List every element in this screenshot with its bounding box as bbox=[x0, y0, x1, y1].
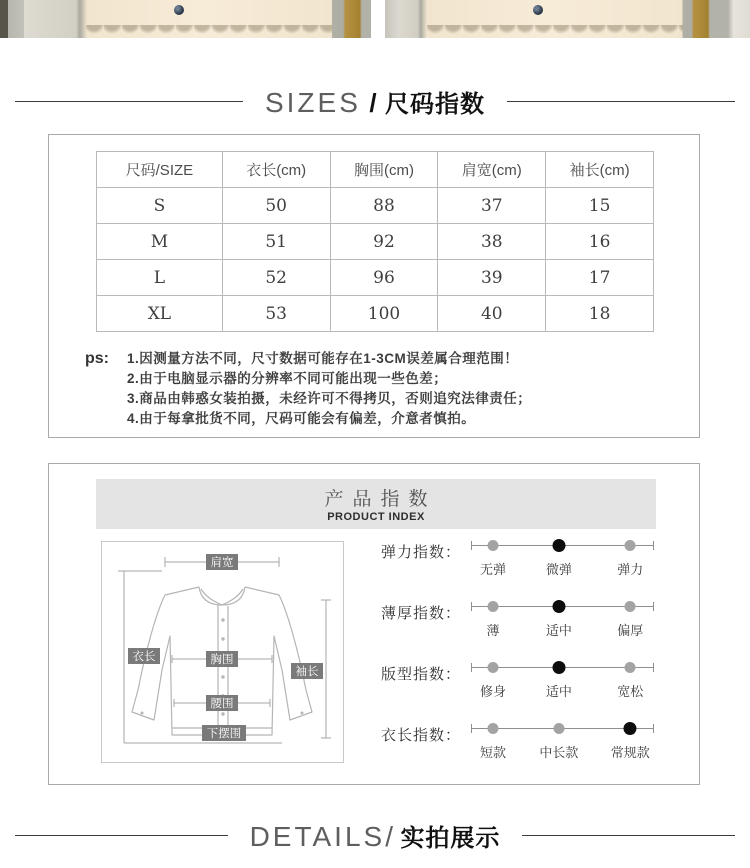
scale-option-label: 微弹 bbox=[545, 562, 572, 577]
waist-label: 腰围 bbox=[210, 698, 234, 710]
scale-dot-selected bbox=[552, 539, 565, 552]
scale-option-label: 弹力 bbox=[617, 562, 644, 577]
sizes-title-slash: / bbox=[369, 87, 377, 118]
product-photo-right bbox=[385, 0, 750, 38]
table-cell: 92 bbox=[330, 224, 438, 260]
scale-dot-selected bbox=[552, 661, 565, 674]
header-rule-left bbox=[15, 835, 228, 836]
index-scale-row bbox=[369, 722, 685, 783]
table-cell: L bbox=[97, 260, 223, 296]
sizes-title bbox=[243, 84, 507, 119]
details-title-latin: DETAILS/ bbox=[249, 820, 396, 852]
lace-trim bbox=[86, 25, 332, 38]
scale-dot-selected bbox=[624, 722, 637, 735]
sizes-section-header bbox=[0, 80, 750, 122]
scale-options bbox=[471, 681, 654, 699]
table-row bbox=[97, 224, 654, 260]
sizes-title-latin: SIZES bbox=[264, 86, 361, 118]
index-scale-row bbox=[369, 539, 685, 600]
scale-dot bbox=[487, 540, 498, 551]
scale-option-label: 中长款 bbox=[539, 745, 579, 760]
notes-label: ps: bbox=[85, 350, 109, 367]
scale-option-label: 偏厚 bbox=[617, 623, 644, 638]
garment-length-label: 衣长 bbox=[132, 651, 156, 663]
table-cell: XL bbox=[97, 296, 223, 332]
details-title bbox=[228, 818, 523, 853]
chest-label: 胸围 bbox=[210, 654, 234, 666]
table-cell: 39 bbox=[438, 260, 546, 296]
scale-dot bbox=[553, 723, 564, 734]
scale-option-label: 薄 bbox=[486, 623, 500, 638]
track-tick bbox=[471, 663, 472, 672]
scale-option-label: 短款 bbox=[479, 745, 506, 760]
product-index-box bbox=[48, 463, 700, 785]
scale-option-label: 无弹 bbox=[479, 562, 506, 577]
scale-track bbox=[471, 600, 654, 613]
scale-dot bbox=[487, 662, 498, 673]
diagram-label-chips bbox=[128, 554, 323, 741]
table-cell: 88 bbox=[330, 188, 438, 224]
size-chart-box bbox=[48, 134, 700, 438]
header-rule-right bbox=[507, 101, 735, 102]
product-index-banner bbox=[96, 479, 656, 529]
size-table-header-cell: 肩宽(cm) bbox=[438, 152, 546, 188]
size-table-header-cell: 袖长(cm) bbox=[546, 152, 654, 188]
sizes-title-chinese: 尺码指数 bbox=[385, 90, 486, 118]
shirt-drawing-svg bbox=[102, 542, 343, 762]
scale-options bbox=[471, 559, 654, 577]
table-cell: 38 bbox=[438, 224, 546, 260]
scale-dot bbox=[625, 601, 636, 612]
table-cell: 96 bbox=[330, 260, 438, 296]
scale-label: 衣长指数： bbox=[381, 727, 462, 744]
note-line: 4.由于每拿批货不同，尺码可能会有偏差，介意者慎拍。 bbox=[127, 411, 476, 426]
track-tick bbox=[653, 541, 654, 550]
table-cell: S bbox=[97, 188, 223, 224]
track-tick bbox=[653, 724, 654, 733]
index-scale-row bbox=[369, 600, 685, 661]
track-tick bbox=[653, 663, 654, 672]
scale-dot-selected bbox=[552, 600, 565, 613]
track-tick bbox=[471, 724, 472, 733]
table-cell: 17 bbox=[546, 260, 654, 296]
table-cell: 50 bbox=[222, 188, 330, 224]
header-rule-left bbox=[15, 101, 243, 102]
table-cell: 16 bbox=[546, 224, 654, 260]
size-table-header-cell: 尺码/SIZE bbox=[97, 152, 223, 188]
scale-option-label: 宽松 bbox=[617, 684, 644, 699]
scale-option-label: 适中 bbox=[545, 623, 572, 638]
garment-diagram bbox=[101, 541, 344, 763]
table-cell: M bbox=[97, 224, 223, 260]
product-index-title: 产品指数 bbox=[324, 489, 437, 510]
scale-track bbox=[471, 661, 654, 674]
note-line: 1.因测量方法不同，尺寸数据可能存在1-3CM误差属合理范围！ bbox=[127, 351, 519, 366]
scale-dot bbox=[487, 601, 498, 612]
product-photo-left bbox=[0, 0, 371, 38]
scale-option-label: 修身 bbox=[479, 684, 506, 699]
size-table-head-row bbox=[97, 152, 654, 188]
sleeve-length-label: 袖长 bbox=[295, 666, 319, 678]
note-line: 2.由于电脑显示器的分辨率不同可能出现一些色差； bbox=[127, 371, 448, 386]
scale-option-label: 常规款 bbox=[610, 745, 650, 760]
notes-list bbox=[127, 349, 531, 429]
table-cell: 37 bbox=[438, 188, 546, 224]
note-line: 3.商品由韩惑女装拍摄，未经许可不得拷贝，否则追究法律责任； bbox=[127, 391, 532, 406]
size-table-header-cell: 胸围(cm) bbox=[330, 152, 438, 188]
table-cell: 100 bbox=[330, 296, 438, 332]
table-cell: 18 bbox=[546, 296, 654, 332]
lace-trim bbox=[427, 25, 683, 38]
scale-label: 版型指数： bbox=[381, 666, 462, 683]
details-title-chinese: 实拍展示 bbox=[400, 824, 501, 852]
track-tick bbox=[471, 541, 472, 550]
scale-dot bbox=[625, 662, 636, 673]
scale-label: 弹力指数： bbox=[381, 544, 462, 561]
size-table-header-cell: 衣长(cm) bbox=[222, 152, 330, 188]
track-tick bbox=[471, 602, 472, 611]
size-table bbox=[96, 151, 654, 332]
index-scales bbox=[369, 539, 685, 785]
cardigan-button bbox=[174, 5, 184, 15]
table-cell: 40 bbox=[438, 296, 546, 332]
track-tick bbox=[653, 602, 654, 611]
index-scale-row bbox=[369, 661, 685, 722]
header-rule-right bbox=[522, 835, 735, 836]
details-section-header bbox=[0, 812, 750, 858]
table-cell: 52 bbox=[222, 260, 330, 296]
table-cell: 53 bbox=[222, 296, 330, 332]
notes-block bbox=[85, 349, 531, 429]
size-table-body bbox=[97, 188, 654, 332]
product-index-subtitle: PRODUCT INDEX bbox=[327, 511, 425, 523]
scale-dot bbox=[487, 723, 498, 734]
table-row bbox=[97, 296, 654, 332]
scale-dot bbox=[625, 540, 636, 551]
photo-strip bbox=[0, 0, 750, 38]
shoulder-width-label: 肩宽 bbox=[210, 557, 234, 569]
table-cell: 51 bbox=[222, 224, 330, 260]
scale-options bbox=[471, 620, 654, 638]
hem-label: 下摆围 bbox=[206, 728, 242, 740]
scale-track bbox=[471, 539, 654, 552]
cardigan-button bbox=[533, 5, 543, 15]
scale-option-label: 适中 bbox=[545, 684, 572, 699]
table-row bbox=[97, 188, 654, 224]
scale-label: 薄厚指数： bbox=[381, 605, 462, 622]
table-row bbox=[97, 260, 654, 296]
table-cell: 15 bbox=[546, 188, 654, 224]
scale-track bbox=[471, 722, 654, 735]
scale-options bbox=[471, 742, 654, 760]
